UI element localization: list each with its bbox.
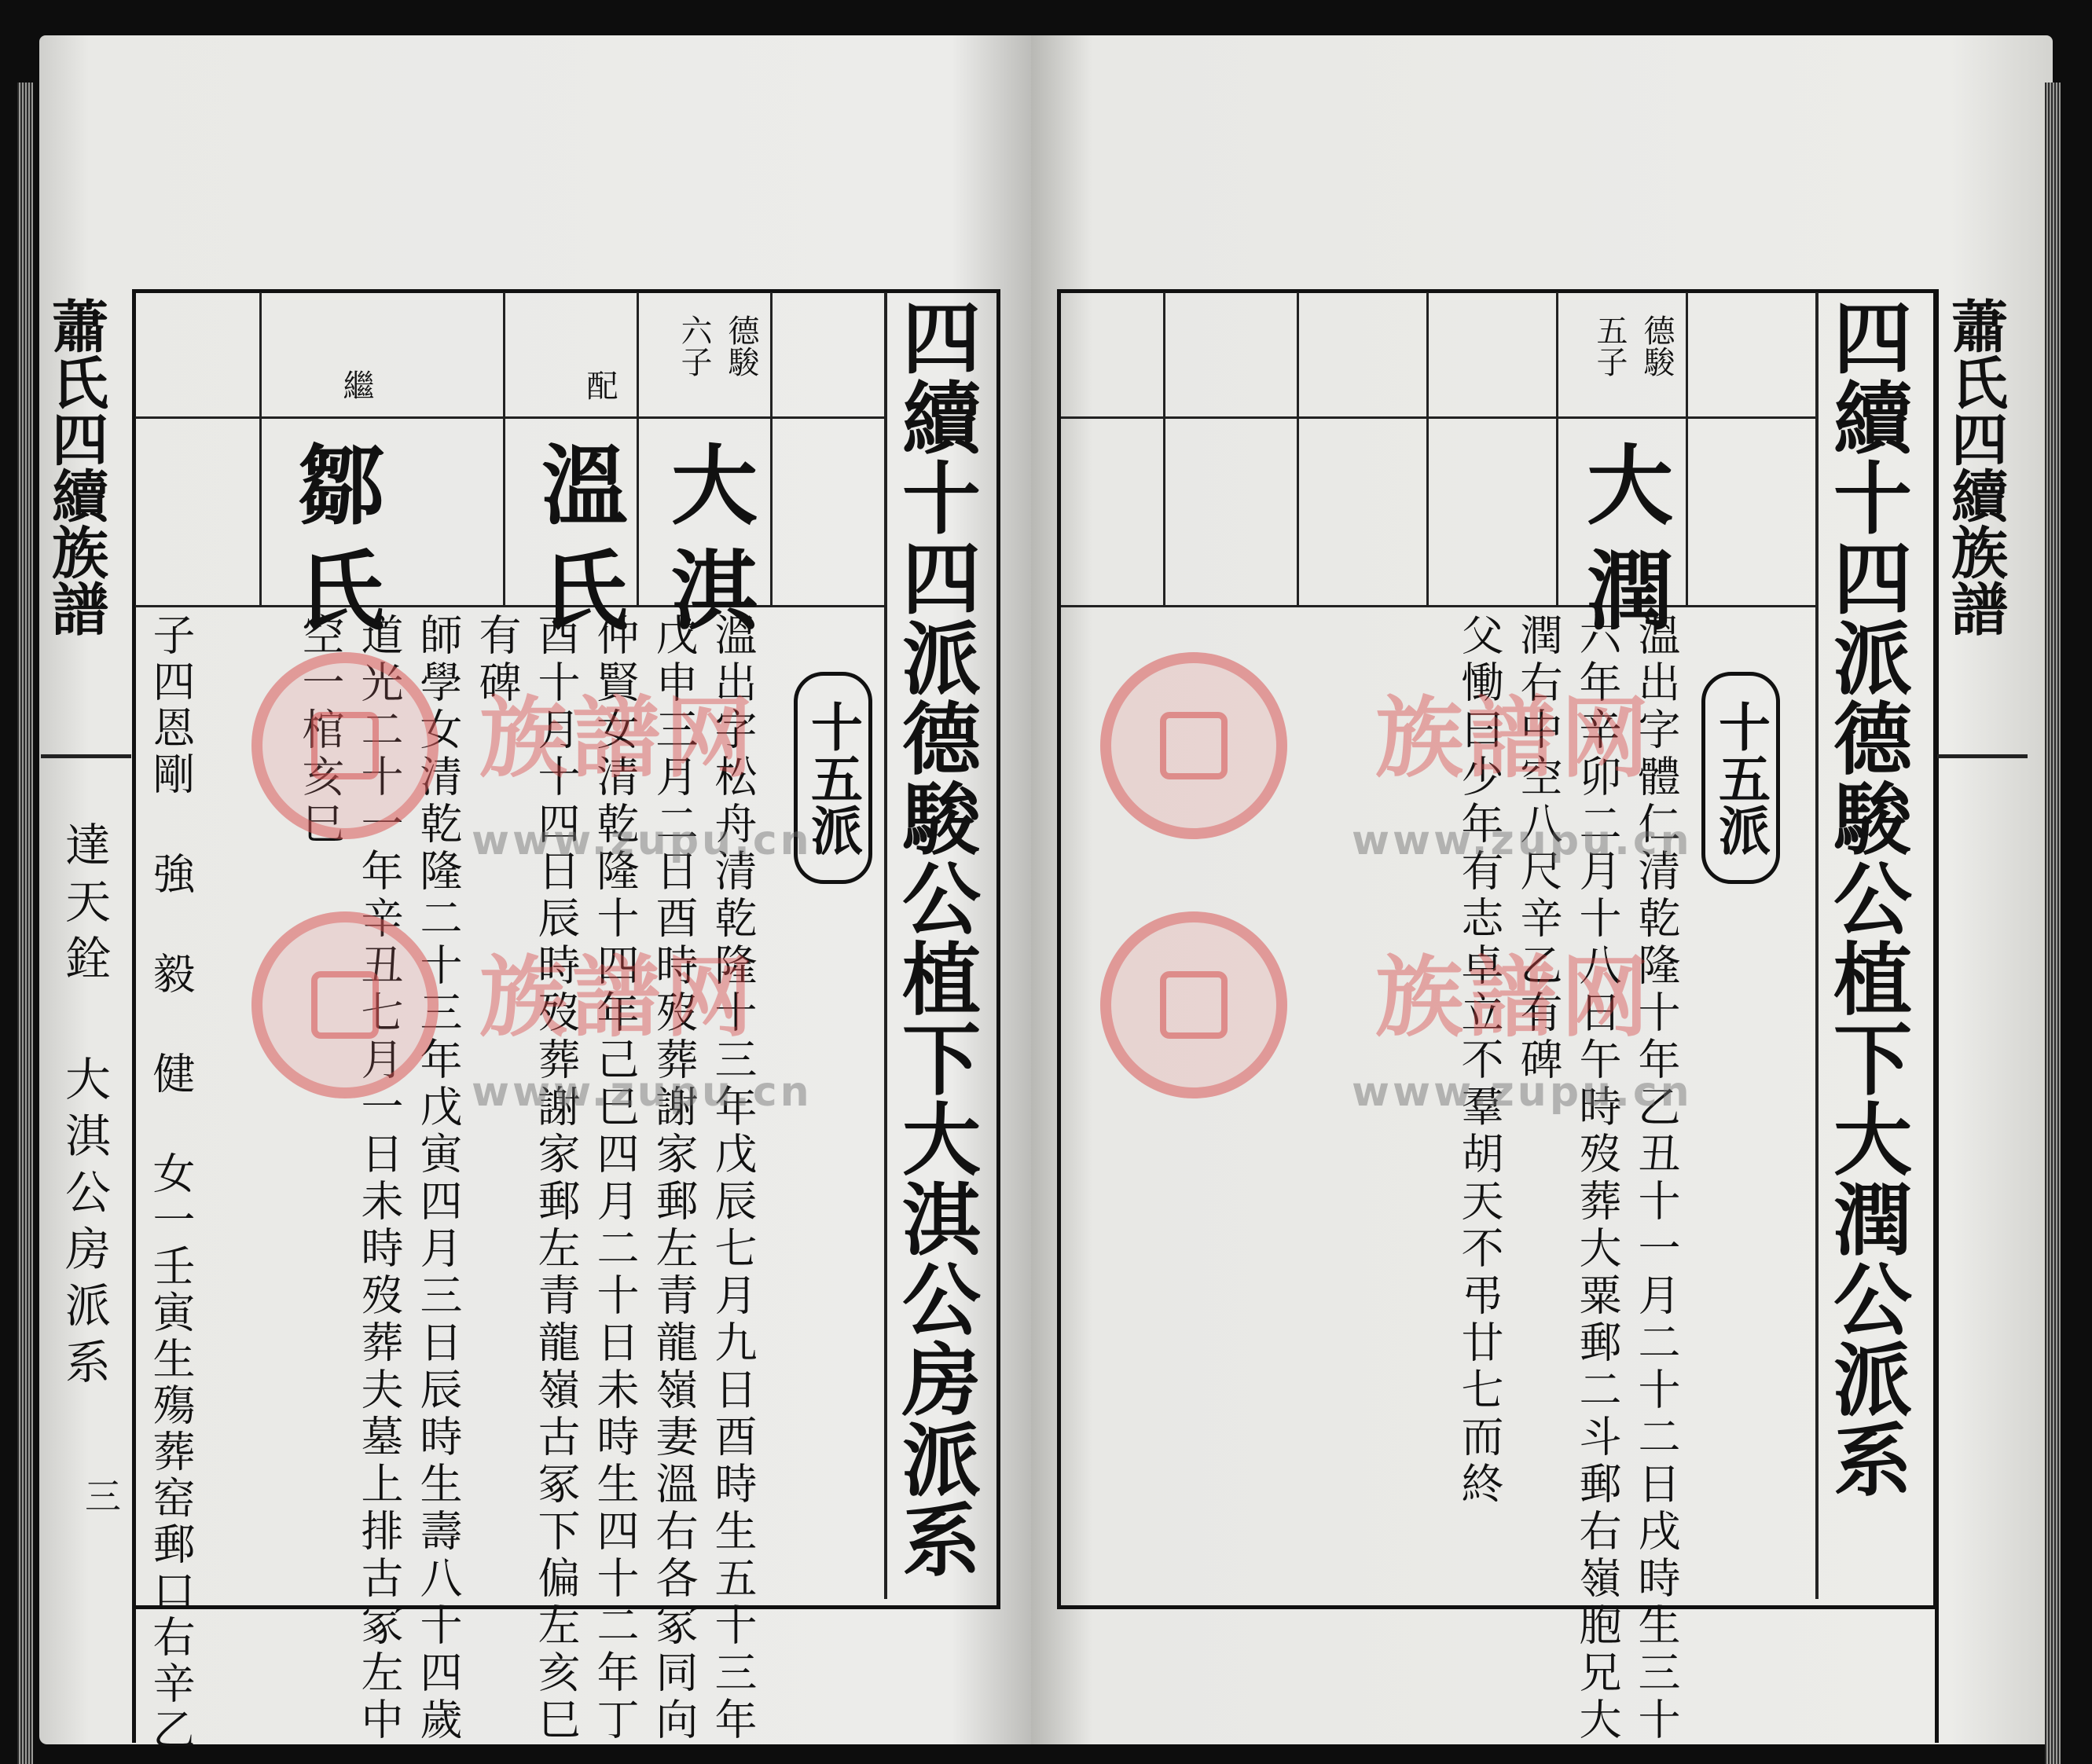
right-generation-seal — [1701, 672, 1780, 884]
left-entry-name-2: 溫氏 — [527, 440, 629, 651]
left-role-label-1: 配 — [582, 369, 618, 401]
left-bio-2-3: 有碑 — [472, 613, 522, 707]
right-band-title: 蕭氏四續族譜 — [1942, 297, 2009, 636]
watermark-url-1: www.zupu.cn — [472, 817, 813, 864]
right-entry-name: 大潤 — [1573, 440, 1674, 651]
left-heading: 四續十四派德駿公植下大淇公房派系 — [889, 297, 982, 1579]
left-band-title: 蕭氏四續族譜 — [42, 297, 109, 636]
right-row-line-1 — [1061, 416, 1815, 419]
watermark-text-1: 族譜网 — [479, 688, 758, 790]
left-page-edge — [17, 83, 33, 1764]
left-parent-label: 德駿 — [723, 314, 759, 377]
right-cell-line-4 — [1556, 292, 1558, 605]
left-bio-3-2: 道光二十一年辛丑七月一日未時歿葬夫墓上排古冢左中 — [354, 613, 404, 1744]
left-rank-label: 六子 — [676, 314, 712, 377]
left-children-line: 子四恩剛 強 毅 健 女一壬寅生殤葬窑郵口右辛乙 — [146, 613, 196, 1754]
right-bio-4: 父慟曰少年有志卓立不羣胡天不弔廿七而終 — [1455, 613, 1504, 1509]
right-bio-3: 潤右中空八尺辛乙有碑 — [1514, 613, 1563, 1084]
right-page-edge — [2045, 83, 2061, 1764]
left-cell-line-2 — [503, 292, 505, 605]
left-cell-line-3 — [637, 292, 639, 605]
left-bio-3-3: 空一棺亥巳 — [295, 613, 345, 849]
right-row-line-2 — [1061, 605, 1815, 607]
left-entry-name-3: 鄒氏 — [284, 440, 385, 651]
left-page-number: 三 — [79, 1477, 122, 1513]
left-bio-3-1: 師學女清乾隆二十三年戊寅四月三日辰時生壽八十四歲 — [413, 613, 463, 1744]
watermark-text-4: 族譜网 — [1375, 947, 1653, 1049]
watermark-text-2: 族譜网 — [479, 947, 758, 1049]
right-band-divider — [1937, 754, 2028, 758]
watermark-url-2: www.zupu.cn — [472, 1069, 813, 1116]
right-heading: 四續十四派德駿公植下大潤公派系 — [1820, 297, 1913, 1499]
watermark-text-3: 族譜网 — [1375, 688, 1653, 790]
right-rank-label: 五子 — [1591, 314, 1628, 377]
left-col-line — [884, 292, 887, 1599]
left-cell-line-4 — [770, 292, 773, 605]
left-band-divider — [41, 754, 131, 758]
watermark-seal-3 — [1100, 652, 1287, 839]
left-entry-name-1: 大淇 — [657, 440, 758, 651]
left-bio-1-1: 溫出字松舟清乾隆十三年戊辰七月九日酉時生五十三年 — [708, 613, 758, 1744]
right-bio-2: 六年辛卯二月十八日午時歿葬大粟郵二斗郵右嶺胞兄大 — [1573, 613, 1622, 1744]
right-cell-line-1 — [1163, 292, 1165, 605]
left-bio-2-2: 酉十月十四日辰時歿葬謝家郵左青龍嶺古冢下偏左亥巳 — [531, 613, 581, 1744]
left-bio-1-2: 戊申三月二日酉時歿葬謝家郵左青龍嶺妻溫右各冢同向 — [649, 613, 699, 1744]
left-band-subtitle: 達天銓 大淇公房派系 — [57, 821, 111, 1395]
watermark-seal-1 — [251, 652, 439, 839]
watermark-seal-2 — [251, 911, 439, 1098]
left-cell-line-1 — [259, 292, 262, 605]
right-bio-1: 溫出字體仁清乾隆十年乙丑十一月二十二日戌時生三十 — [1631, 613, 1681, 1744]
watermark-url-4: www.zupu.cn — [1352, 1069, 1693, 1116]
right-seal-text: 十五派 — [1709, 700, 1771, 856]
right-ghost-mark — [1179, 314, 1230, 365]
left-seal-text: 十五派 — [802, 700, 864, 856]
left-bio-2-1: 仲賢女清乾隆十四年己巳四月二十日未時生四十二年丁 — [590, 613, 640, 1744]
right-cell-line-5 — [1686, 292, 1688, 605]
watermark-seal-4 — [1100, 911, 1287, 1098]
right-parent-label: 德駿 — [1639, 314, 1675, 377]
left-row-line-2 — [135, 605, 884, 607]
right-cell-line-3 — [1426, 292, 1429, 605]
left-role-label-2: 繼 — [338, 369, 374, 401]
right-col-line — [1815, 292, 1819, 1599]
watermark-url-3: www.zupu.cn — [1352, 817, 1693, 864]
right-cell-line-2 — [1297, 292, 1299, 605]
